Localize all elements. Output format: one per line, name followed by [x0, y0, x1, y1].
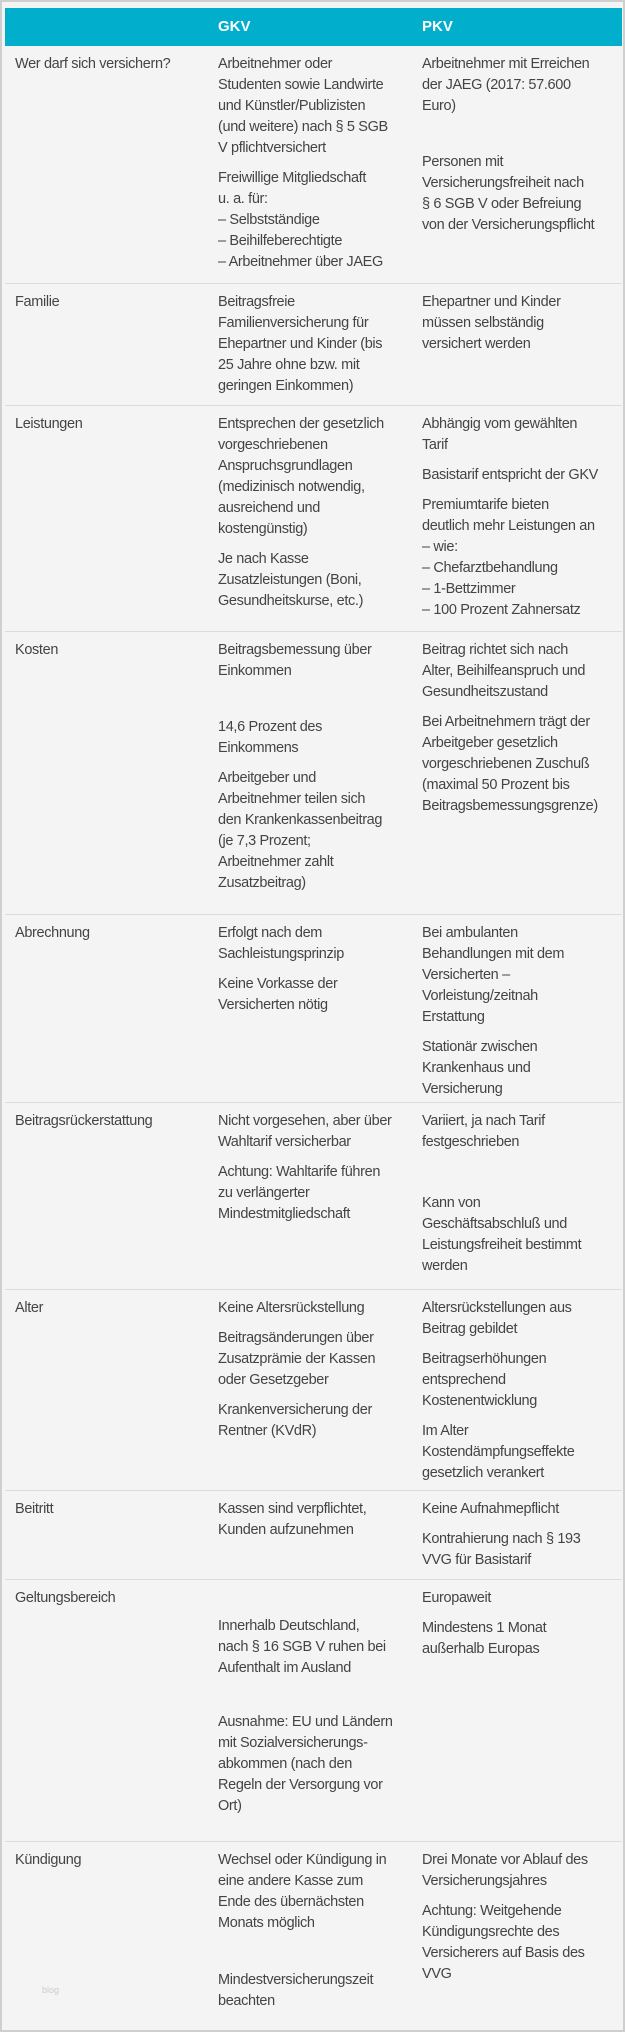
- gkv-paragraph: Entsprechen der gesetzlich vorgeschriebenen Anspruchsgrundlagen (medizinisch notwendig, ausreichend und kostengünstig): [218, 416, 384, 537]
- gkv-paragraph: Ausnahme: EU und Ländern mit Sozialversicherungs- abkommen (nach den Regeln der Versorgung vor Ort): [218, 1714, 393, 1814]
- pkv-paragraph: Keine Aufnahmepflicht: [422, 1501, 559, 1517]
- pkv-cell: [422, 923, 622, 1109]
- pkv-cell: [422, 1499, 622, 1580]
- pkv-paragraph: Im Alter Kostendämpfungseffekte gesetzlich verankert: [422, 1423, 575, 1481]
- pkv-paragraph: Ehepartner und Kinder müssen selbständig versichert werden: [422, 294, 561, 352]
- pkv-paragraph: Beitragserhöhungen entsprechend Kostenentwicklung: [422, 1351, 547, 1409]
- gkv-paragraph: Je nach Kasse Zusatzleistungen (Boni, Gesundheitskurse, etc.): [218, 551, 364, 609]
- pkv-paragraph: Bei ambulanten Behandlungen mit dem Versicherten – Vorleistung/zeitnah Erstattung: [422, 925, 565, 1025]
- row-label: Geltungsbereich: [15, 1590, 116, 1606]
- pkv-cell: [422, 1588, 622, 1669]
- pkv-paragraph: Altersrückstellungen aus Beitrag gebildet: [422, 1300, 572, 1337]
- pkv-paragraph: Beitrag richtet sich nach Alter, Beihilfeanspruch und Gesundheitszustand: [422, 642, 586, 700]
- pkv-paragraph: Drei Monate vor Ablauf des Versicherungsjahres: [422, 1852, 588, 1889]
- gkv-paragraph: Krankenversicherung der Rentner (KVdR): [218, 1402, 372, 1439]
- gkv-paragraph: Beitragsbemessung über Einkommen: [218, 642, 372, 679]
- gkv-cell: [218, 1499, 418, 1550]
- gkv-paragraph: Nicht vorgesehen, aber über Wahltarif versicherbar: [218, 1113, 392, 1150]
- pkv-paragraph: Premiumtarife bieten deutlich mehr Leistungen an – wie: – Chefarztbehandlung – 1-Bettzimmer – 100 Prozent Zahnersatz: [422, 497, 595, 618]
- row-label: Kosten: [15, 642, 59, 658]
- row-label: Abrechnung: [15, 925, 90, 941]
- pkv-cell: [422, 1850, 622, 1994]
- gkv-paragraph: Arbeitnehmer oder Studenten sowie Landwirte und Künstler/Publizisten (und weitere) nach § 5 SGB V pflichtversichert: [218, 56, 388, 156]
- gkv-paragraph: Arbeitgeber und Arbeitnehmer teilen sich den Krankenkassenbeitrag (je 7,3 Prozent; Arbeitnehmer zahlt Zusatzbeitrag): [218, 770, 383, 891]
- table-row: [5, 405, 622, 632]
- row-label: Wer darf sich versichern?: [15, 56, 171, 72]
- pkv-paragraph: Bei Arbeitnehmern trägt der Arbeitgeber gesetzlich vorgeschriebenen Zuschuß (maximal 50 Prozent bis Beitragsbemessungsgrenze): [422, 714, 598, 814]
- pkv-cell: [422, 414, 622, 630]
- gkv-paragraph: Kassen sind verpflichtet, Kunden aufzunehmen: [218, 1501, 367, 1538]
- row-label: Beitragsrückerstattung: [15, 1113, 153, 1129]
- table-row: [5, 46, 622, 283]
- pkv-paragraph: Kontrahierung nach § 193 VVG für Basistarif: [422, 1531, 581, 1568]
- table-row: [5, 914, 622, 1103]
- header-gkv: GKV: [218, 18, 251, 35]
- pkv-cell: [422, 292, 622, 364]
- header-pkv: PKV: [422, 18, 453, 35]
- gkv-cell: [218, 292, 418, 406]
- gkv-cell: [218, 1850, 418, 2021]
- gkv-paragraph: Wechsel oder Kündigung in eine andere Kasse zum Ende des übernächsten Monats möglich: [218, 1852, 387, 1931]
- pkv-paragraph: Kann von Geschäftsabschluß und Leistungsfreiheit bestimmt werden: [422, 1195, 582, 1274]
- gkv-paragraph: Beitragsfreie Familienversicherung für Ehepartner und Kinder (bis 25 Jahre ohne bzw. mit geringen Einkommen): [218, 294, 383, 394]
- pkv-cell: [422, 1298, 622, 1493]
- watermark: blog: [42, 1985, 60, 1995]
- pkv-paragraph: Variiert, ja nach Tarif festgeschrieben: [422, 1113, 545, 1150]
- gkv-cell: [218, 1298, 418, 1451]
- table-header: [5, 8, 622, 46]
- pkv-paragraph: Personen mit Versicherungsfreiheit nach § 6 SGB V oder Befreiung von der Versicherungspflicht: [422, 154, 595, 233]
- gkv-paragraph: Erfolgt nach dem Sachleistungsprinzip: [218, 925, 344, 962]
- gkv-paragraph: Innerhalb Deutschland, nach § 16 SGB V ruhen bei Aufenthalt im Ausland: [218, 1618, 386, 1676]
- row-label: Leistungen: [15, 416, 83, 432]
- gkv-cell: [218, 1588, 418, 1826]
- gkv-cell: [218, 640, 418, 903]
- table-row: [5, 1102, 622, 1290]
- pkv-paragraph: Mindestens 1 Monat außerhalb Europas: [422, 1620, 547, 1657]
- gkv-cell: [218, 923, 418, 1025]
- row-label: Kündigung: [15, 1852, 82, 1868]
- pkv-paragraph: Abhängig vom gewählten Tarif: [422, 416, 578, 453]
- gkv-paragraph: Keine Altersrückstellung: [218, 1300, 365, 1316]
- gkv-paragraph: Mindestversicherungszeit beachten: [218, 1972, 374, 2009]
- gkv-paragraph: 14,6 Prozent des Einkommens: [218, 719, 323, 756]
- row-label: Beitritt: [15, 1501, 54, 1517]
- gkv-paragraph: Keine Vorkasse der Versicherten nötig: [218, 976, 338, 1013]
- row-label: Familie: [15, 294, 60, 310]
- gkv-cell: [218, 54, 418, 282]
- pkv-paragraph: Europaweit: [422, 1590, 492, 1606]
- table-row: [5, 1289, 622, 1491]
- table-row: [5, 1579, 622, 1842]
- pkv-paragraph: Arbeitnehmer mit Erreichen der JAEG (2017: 57.600 Euro): [422, 56, 590, 114]
- pkv-paragraph: Stationär zwischen Krankenhaus und Versicherung: [422, 1039, 538, 1097]
- table-row: [5, 1841, 622, 2029]
- gkv-cell: [218, 1111, 418, 1234]
- gkv-paragraph: Freiwillige Mitgliedschaft u. a. für: – Selbstständige – Beihilfeberechtigte – Arbeitnehmer über JAEG: [218, 170, 383, 270]
- pkv-paragraph: Achtung: Weitgehende Kündigungsrechte des Versicherers auf Basis des VVG: [422, 1903, 585, 1982]
- pkv-cell: [422, 54, 622, 245]
- table-row: [5, 283, 622, 406]
- table-row: [5, 1490, 622, 1580]
- gkv-paragraph: Achtung: Wahltarife führen zu verlängerter Mindestmitgliedschaft: [218, 1164, 381, 1222]
- gkv-cell: [218, 414, 418, 621]
- pkv-paragraph: Basistarif entspricht der GKV: [422, 467, 599, 483]
- table-row: [5, 631, 622, 915]
- row-label: Alter: [15, 1300, 44, 1316]
- gkv-paragraph: Beitragsänderungen über Zusatzprämie der Kassen oder Gesetzgeber: [218, 1330, 376, 1388]
- pkv-cell: [422, 1111, 622, 1286]
- pkv-cell: [422, 640, 622, 826]
